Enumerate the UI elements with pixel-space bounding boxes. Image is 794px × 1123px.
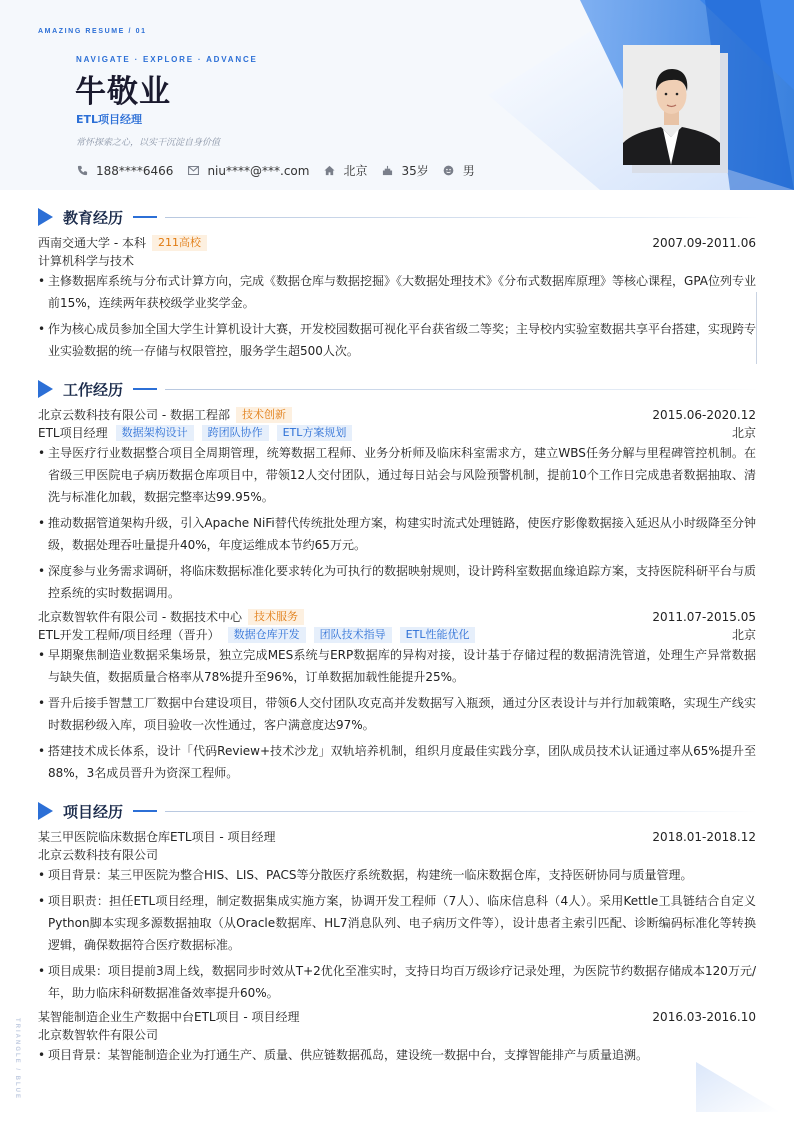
work-period: 2011.07-2015.05 xyxy=(652,610,756,624)
section-work-header xyxy=(38,379,758,399)
company-badge: 技术创新 xyxy=(236,407,292,423)
project-bullets xyxy=(38,1044,756,1070)
skill-tag: ETL性能优化 xyxy=(400,627,476,643)
project-name: 某三甲医院临床数据仓库ETL项目 - 项目经理 xyxy=(38,830,276,844)
phone-icon xyxy=(76,165,88,177)
section-projects-header xyxy=(38,801,758,821)
contact-city xyxy=(323,162,367,179)
list-item: • 推动数据管道架构升级，引入Apache NiFi替代传统批处理方案，构建实时流式处理链路，使医疗影像数据接入延迟从小时级降至分钟级，数据处理吞吐量提升40%，年度运维成本节约65万元。 xyxy=(38,516,756,552)
list-item: • 作为核心成员参加全国大学生计算机设计大赛，开发校园数据可视化平台获省级二等奖；主导校内实验室数据共享平台搭建，实现跨专业实验数据的统一存储与权限管控，服务学生超500人次。 xyxy=(38,322,757,358)
skill-tag: ETL方案规划 xyxy=(277,425,353,441)
side-divider xyxy=(756,292,757,364)
section-title: 工作经历 xyxy=(63,380,124,399)
contact-gender xyxy=(443,162,475,179)
triangle-arrow-icon xyxy=(38,380,53,398)
list-item: • 项目职责：担任ETL项目经理，制定数据集成实施方案，协调开发工程师（7人）、临床信息科（4人）。采用Kettle工具链结合自定义Python脚本实现多源数据抽取（从Oracle数据库、HL7消息队列、电子病历文件等），设计患者主索引匹配、诊断编码标准化等转换逻辑，确保数据符合医疗数据标准。 xyxy=(38,894,756,952)
school-name: 西南交通大学 - 本科 xyxy=(38,236,146,250)
work-role-row xyxy=(38,424,756,442)
side-watermark-text: TRIANGLE / BLUE xyxy=(14,1018,20,1100)
major-row xyxy=(38,252,756,270)
triangle-arrow-icon xyxy=(38,802,53,820)
home-icon xyxy=(323,165,335,177)
major-name: 计算机科学与技术 xyxy=(38,254,135,268)
mail-icon xyxy=(187,165,199,177)
education-bullets xyxy=(38,270,756,366)
work-city: 北京 xyxy=(731,628,756,642)
tagline: NAVIGATE · EXPLORE · ADVANCE xyxy=(76,55,258,64)
contact-email xyxy=(187,164,309,178)
project-period: 2018.01-2018.12 xyxy=(652,830,756,844)
project-company: 北京数智软件有限公司 xyxy=(38,1028,159,1042)
list-item: • 项目背景：某智能制造企业为打通生产、质量、供应链数据孤岛，建设统一数据中台，支撑智能排产与质量追溯。 xyxy=(38,1048,649,1062)
project-row xyxy=(38,1008,756,1026)
list-item: • 主导医疗行业数据整合项目全周期管理，统筹数据工程师、业务分析师及临床科室需求方，建立WBS任务分解与里程碑管控机制。在省级三甲医院电子病历数据仓库项目中，带领12人交付团队，通过每日站会与风险预警机制，提前10个工作日完成患者数据抽取、清洗与标准化加载，数据完整率达99.95%。 xyxy=(38,446,756,504)
project-company: 北京云数科技有限公司 xyxy=(38,848,159,862)
work-company-row xyxy=(38,406,756,424)
skill-tag: 团队技术指导 xyxy=(314,627,392,643)
project-company-row xyxy=(38,846,756,864)
cake-icon xyxy=(381,165,393,177)
project-company-row xyxy=(38,1026,756,1044)
footer-triangle-decoration xyxy=(690,1060,794,1123)
work-bullets xyxy=(38,442,756,608)
resume-header xyxy=(0,0,794,190)
skill-tag: 数据架构设计 xyxy=(116,425,194,441)
brand-label: AMAZING RESUME / 01 xyxy=(38,28,147,35)
age-text: 35岁 xyxy=(401,164,429,178)
phone-text: 188****6466 xyxy=(96,163,174,178)
company-name: 北京云数科技有限公司 - 数据工程部 xyxy=(38,408,230,422)
section-divider xyxy=(165,389,758,390)
company-badge: 技术服务 xyxy=(248,609,304,625)
triangle-arrow-icon xyxy=(38,208,53,226)
motto: 常怀探索之心，以实干沉淀自身价值 xyxy=(76,138,221,148)
contact-bar xyxy=(76,162,489,179)
section-education-header xyxy=(38,207,758,227)
list-item: • 主修数据库系统与分布式计算方向，完成《数据仓库与数据挖掘》《大数据处理技术》《分布式数据库原理》等核心课程，GPA位列专业前15%，连续两年获校级学业奖学金。 xyxy=(38,274,756,310)
section-dash xyxy=(133,216,157,218)
job-title: ETL项目经理 xyxy=(76,113,143,126)
work-company-row xyxy=(38,608,756,626)
education-row xyxy=(38,234,756,252)
section-dash xyxy=(133,388,157,390)
list-item: • 晋升后接手智慧工厂数据中台建设项目，带领6人交付团队攻克高并发数据写入瓶颈，通过分区表设计与并行加载策略，实现生产线实时数据秒级入库，项目验收一次性通过，客户满意度达97%。 xyxy=(38,696,756,732)
project-bullets xyxy=(38,864,756,1008)
skill-tag: 数据仓库开发 xyxy=(228,627,306,643)
skill-tag: 跨团队协作 xyxy=(202,425,269,441)
section-divider xyxy=(165,811,758,812)
project-period: 2016.03-2016.10 xyxy=(652,1010,756,1024)
email-text: niu****@***.com xyxy=(207,163,310,178)
role-name: ETL项目经理 xyxy=(38,426,108,440)
gender-text: 男 xyxy=(462,164,475,178)
work-role-row xyxy=(38,626,756,644)
section-title: 项目经历 xyxy=(63,802,124,821)
candidate-name: 牛敬业 xyxy=(75,74,171,110)
list-item: • 搭建技术成长体系，设计「代码Review+技术沙龙」双轨培养机制，组织月度最佳实践分享，团队成员技术认证通过率从65%提升至88%，3名成员晋升为资深工程师。 xyxy=(38,744,756,780)
list-item: • 早期聚焦制造业数据采集场景，独立完成MES系统与ERP数据库的异构对接，设计基于存储过程的数据清洗管道，处理生产异常数据与缺失值，数据质量合格率从78%提升至96%，订单数据加载性能提升25%。 xyxy=(38,648,756,684)
section-dash xyxy=(133,810,157,812)
school-badge: 211高校 xyxy=(152,235,207,251)
contact-phone xyxy=(76,164,173,178)
work-city: 北京 xyxy=(731,426,756,440)
work-bullets xyxy=(38,644,756,788)
list-item: • 项目背景：某三甲医院为整合HIS、LIS、PACS等分散医疗系统数据，构建统一临床数据仓库，支持医研协同与质量管理。 xyxy=(38,868,693,882)
user-face-icon xyxy=(443,165,455,177)
company-name: 北京数智软件有限公司 - 数据技术中心 xyxy=(38,610,242,624)
contact-age xyxy=(381,162,428,179)
work-period: 2015.06-2020.12 xyxy=(652,408,756,422)
role-name: ETL开发工程师/项目经理（晋升） xyxy=(38,628,220,642)
section-title: 教育经历 xyxy=(63,208,124,227)
profile-photo xyxy=(623,45,720,165)
education-period: 2007.09-2011.06 xyxy=(652,236,756,250)
list-item: • 深度参与业务需求调研，将临床数据标准化要求转化为可执行的数据映射规则，设计跨科室数据血缘追踪方案，支持医院科研平台与质控系统的实时数据调用。 xyxy=(38,564,757,600)
section-divider xyxy=(165,217,758,218)
city-text: 北京 xyxy=(343,164,368,178)
project-name: 某智能制造企业生产数据中台ETL项目 - 项目经理 xyxy=(38,1010,300,1024)
list-item: • 项目成果：项目提前3周上线，数据同步时效从T+2优化至准实时，支持日均百万级诊疗记录处理，为医院节约数据存储成本120万元/年，助力临床科研数据准备效率提升60%。 xyxy=(38,964,756,1000)
project-row xyxy=(38,828,756,846)
